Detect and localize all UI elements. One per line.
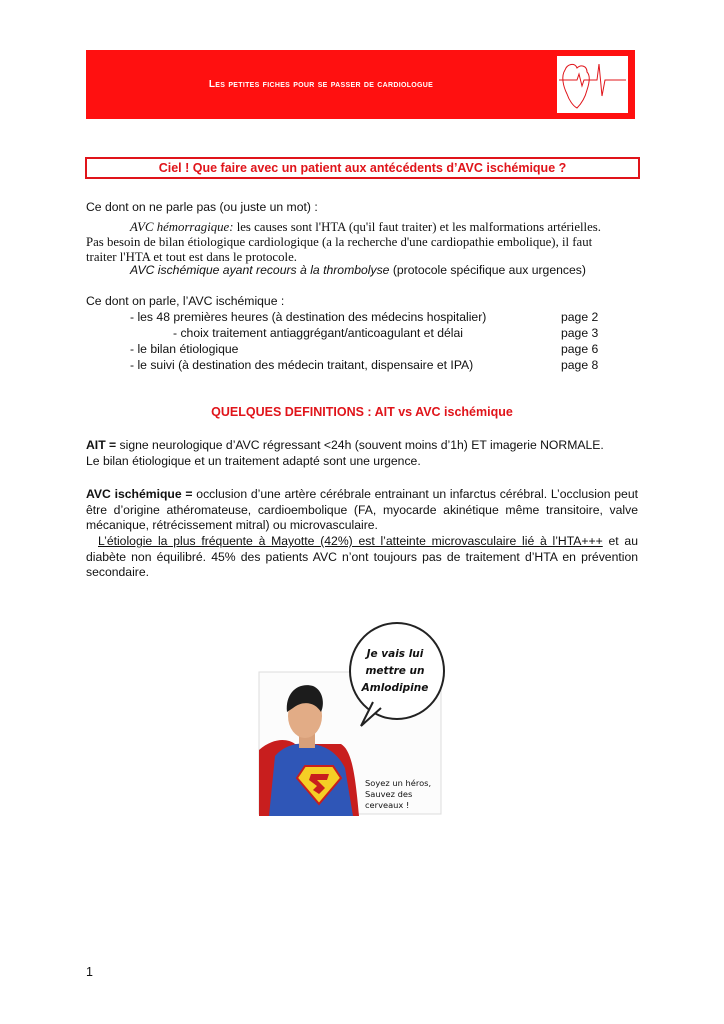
ait-line-2: Le bilan étiologique et un traitement adapté sont une urgence. bbox=[86, 453, 421, 468]
hemorrhagic-line-2: Pas besoin de bilan étiologique cardiologique (a la recherche d'une cardiopathie embolique), il faut bbox=[86, 235, 593, 249]
toc-item-page: page 6 bbox=[561, 342, 599, 356]
thrombolysis-line bbox=[130, 263, 586, 279]
logo bbox=[557, 56, 628, 113]
ait-term: AIT = bbox=[86, 438, 117, 452]
hemorrhagic-line-3: traiter l'HTA et tout est dans le protocole. bbox=[86, 250, 297, 264]
speech-line: Amlodipine bbox=[361, 682, 429, 694]
thrombolysis-rest: (protocole spécifique aux urgences) bbox=[389, 263, 586, 277]
hemorrhagic-paragraph bbox=[86, 220, 638, 265]
ait-definition bbox=[86, 438, 638, 469]
etiology-paragraph bbox=[86, 534, 638, 581]
toc-item-page: page 3 bbox=[561, 326, 599, 340]
toc-item-page: page 2 bbox=[561, 310, 599, 324]
hemorrhagic-line-1 bbox=[86, 220, 638, 235]
speech-line: mettre un bbox=[365, 665, 425, 677]
ait-text: signe neurologique d’AVC régressant <24h (souvent moins d’1h) ET imagerie NORMALE. bbox=[116, 438, 604, 452]
avc-definition bbox=[86, 487, 638, 534]
toc-item-label: - le suivi (à destination des médecin traitant, dispensaire et IPA) bbox=[130, 358, 474, 372]
banner-title: Les petites fiches pour se passer de cardiologue bbox=[208, 79, 434, 90]
toc-item-label: - choix traitement antiaggrégant/anticoagulant et délai bbox=[173, 326, 463, 340]
definitions-heading: QUELQUES DEFINITIONS : AIT vs AVC ischémique bbox=[211, 405, 513, 419]
toc-item-label: - les 48 premières heures (à destination des médecins hospitalier) bbox=[130, 310, 487, 324]
header-banner bbox=[86, 50, 635, 119]
hemorrhagic-line1-rest: les causes sont l'HTA (qu'il faut traiter) et les malformations artérielles. bbox=[233, 220, 601, 234]
speech-text bbox=[353, 646, 437, 697]
question-title: Ciel ! Que faire avec un patient aux antécédents d’AVC ischémique ? bbox=[85, 157, 640, 179]
caption-line: Sauvez des cerveaux ! bbox=[365, 789, 413, 810]
caption bbox=[365, 778, 445, 811]
etiology-underlined: L’étiologie la plus fréquente à Mayotte (42%) est l’atteinte microvasculaire lié à l’HTA+++ bbox=[98, 534, 603, 548]
discussed-intro: Ce dont on parle, l’AVC ischémique : bbox=[86, 294, 285, 308]
avc-term: AVC ischémique = bbox=[86, 487, 193, 501]
ait-line-1 bbox=[86, 438, 638, 454]
page-number: 1 bbox=[86, 965, 93, 979]
toc-list bbox=[0, 310, 724, 374]
toc-item-page: page 8 bbox=[561, 358, 599, 372]
caption-line: Soyez un héros, bbox=[365, 778, 432, 788]
avc-text: occlusion d’une artère cérébrale entrainant un infarctus cérébral. L’occlusion peut être d’origine athéromateuse, cardioembolique (FA, myocarde akinétique même transitoire, valve mécanique, rétrécissement mitral) ou microvasculaire. bbox=[86, 487, 638, 532]
toc-item-label: - le bilan étiologique bbox=[130, 342, 239, 356]
speech-tail-icon bbox=[355, 700, 385, 730]
thrombolysis-term: AVC ischémique ayant recours à la thrombolyse bbox=[130, 263, 390, 277]
etiology-rest: et au diabète non équilibré. 45% des patients AVC n’ont toujours pas de traitement d’HTA en prévention secondaire. bbox=[86, 534, 638, 579]
not-discussed-intro: Ce dont on ne parle pas (ou juste un mot) : bbox=[86, 200, 318, 214]
hemorrhagic-term: AVC hémorragique: bbox=[130, 220, 234, 234]
speech-line: Je vais lui bbox=[366, 648, 424, 660]
illustration bbox=[255, 620, 445, 818]
heart-map-ecg-icon bbox=[557, 56, 628, 113]
